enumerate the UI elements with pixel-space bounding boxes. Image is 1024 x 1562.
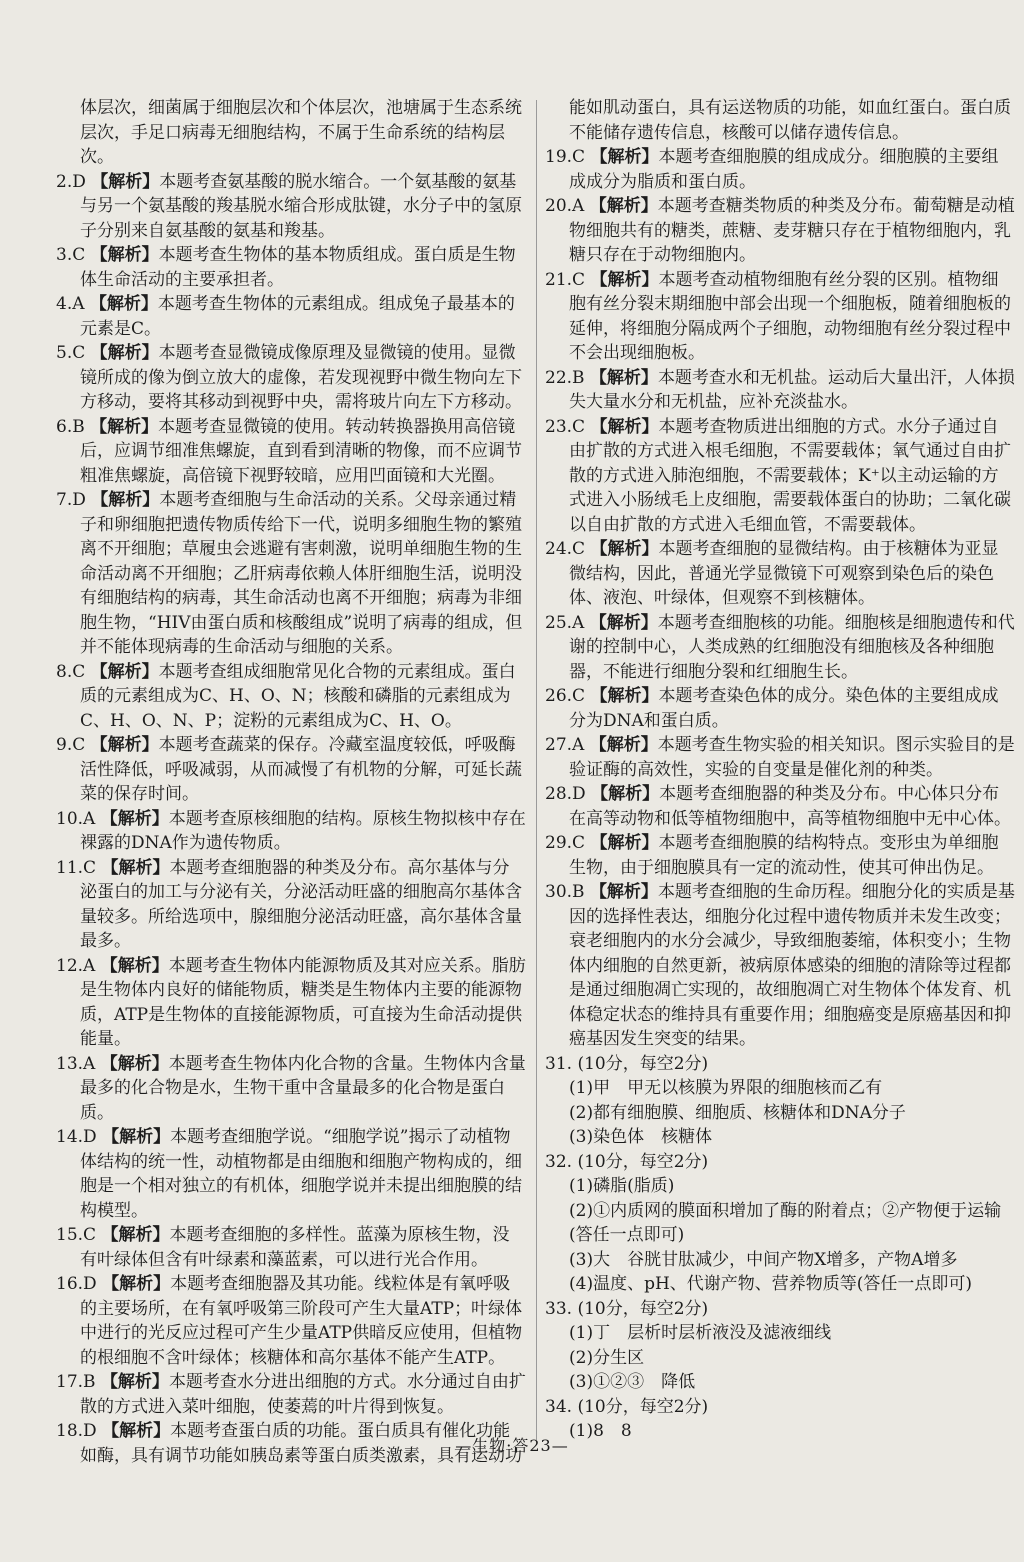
answer-number: 11.C: [56, 857, 97, 878]
answer-number: 30.B: [545, 882, 585, 902]
answer-item: [545, 684, 1015, 733]
answer-subitem: [545, 1199, 1015, 1248]
answer-number: 14.D: [56, 1127, 97, 1147]
answer-text: 本题考查原核细胞的结构。原核生物拟核中存在裸露的DNA作为遗传物质。: [80, 808, 526, 853]
answer-text: (2)都有细胞膜、细胞质、核糖体和DNA分子: [569, 1102, 906, 1123]
answer-number: 21.C: [545, 269, 586, 290]
answer-item: [56, 1272, 526, 1370]
answer-text: 本题考查蔬菜的保存。冷藏室温度较低，呼吸酶活性降低，呼吸减弱，从而减慢了有机物的分解，可延长蔬菜的保存时间。: [80, 735, 522, 804]
answer-number: 17.B: [56, 1372, 96, 1392]
answer-subitem: [545, 1174, 1015, 1199]
answer-number: 10.A: [56, 808, 96, 829]
answer-item: [545, 831, 1015, 880]
analysis-tag: 【解析】: [591, 784, 660, 804]
analysis-tag: 【解析】: [101, 1225, 170, 1245]
answer-text: (1)甲 甲无以核膜为界限的细胞核而乙有: [569, 1078, 883, 1098]
answer-number: 6.B: [56, 416, 85, 437]
right-column: [545, 96, 1015, 1444]
answer-text: 本题考查细胞膜的组成成分。细胞膜的主要组成成分为脂质和蛋白质。: [569, 147, 999, 192]
column-divider: [536, 100, 537, 1440]
answer-item: [56, 1223, 526, 1272]
answer-item: [56, 415, 526, 489]
analysis-tag: 【解析】: [100, 808, 169, 829]
analysis-tag: 【解析】: [90, 245, 159, 265]
answer-number: 24.C: [545, 539, 586, 559]
answer-number: 31.: [545, 1053, 573, 1074]
answer-text: 本题考查染色体的成分。染色体的主要组成成分为DNA和蛋白质。: [569, 686, 999, 731]
answer-text: 本题考查生物实验的相关知识。图示实验目的是验证酶的高效性，实验的自变量是催化剂的种类。: [569, 735, 1015, 780]
answer-item: [545, 537, 1015, 611]
analysis-tag: 【解析】: [100, 1053, 169, 1074]
answer-text: 本题考查组成细胞常见化合物的元素组成。蛋白质的元素组成为C、H、O、N；核酸和磷脂的元素组成为C、H、O、N、P；淀粉的元素组成为C、H、O。: [80, 661, 516, 731]
analysis-tag: 【解析】: [90, 416, 159, 437]
answer-number: 33.: [545, 1298, 573, 1319]
answer-item: [56, 733, 526, 807]
answer-number: 29.C: [545, 833, 586, 853]
answer-item: [56, 1125, 526, 1223]
answer-item: [56, 488, 526, 660]
answer-text: 本题考查细胞的显微结构。由于核糖体为亚显微结构，因此，普通光学显微镜下可观察到染色后的染色体、液泡、叶绿体，但观察不到核糖体。: [569, 539, 999, 608]
analysis-tag: 【解析】: [589, 612, 658, 633]
analysis-tag: 【解析】: [590, 416, 659, 437]
answer-subitem: [545, 1076, 1015, 1101]
answer-number: 27.A: [545, 735, 585, 755]
answer-item: [56, 170, 526, 244]
analysis-tag: 【解析】: [101, 857, 170, 878]
answer-text: 本题考查生物体的基本物质组成。蛋白质是生物体生命活动的主要承担者。: [80, 245, 516, 290]
answer-text: (2)分生区: [569, 1347, 645, 1368]
answer-text: (3)①②③ 降低: [569, 1372, 696, 1392]
analysis-tag: 【解析】: [102, 1421, 171, 1441]
analysis-tag: 【解析】: [590, 147, 659, 167]
answer-number: 3.C: [56, 245, 86, 265]
answer-number: 8.C: [56, 661, 86, 682]
continued-text: [56, 96, 526, 170]
analysis-tag: 【解析】: [590, 269, 659, 290]
answer-item: [545, 611, 1015, 685]
answer-number: 32.: [545, 1151, 573, 1172]
answer-number: 7.D: [56, 490, 86, 510]
answer-text: 本题考查水分进出细胞的方式。水分通过自由扩散的方式进入菜叶细胞，使萎蔫的叶片得到恢复。: [80, 1372, 526, 1417]
page-footer: —生物·答23—: [455, 1436, 569, 1455]
answer-item: [545, 1150, 1015, 1175]
answer-text: 本题考查细胞的多样性。蓝藻为原核生物，没有叶绿体但含有叶绿素和藻蓝素，可以进行光合作用。: [80, 1225, 510, 1270]
answer-text: 本题考查细胞的生命历程。细胞分化的实质是基因的选择性表达，细胞分化过程中遗传物质并未发生改变；衰老细胞内的水分会减少，导致细胞萎缩，体积变小；生物体内细胞的自然更新，被病原体感染的细胞的清除等过程都是通过细胞凋亡实现的，故细胞凋亡对生物体个体发育、机体稳定状态的维持具有重要作用；细胞癌变是原癌基因和抑癌基因发生突变的结果。: [569, 882, 1015, 1049]
answer-text: 能如肌动蛋白，具有运送物质的功能，如血红蛋白。蛋白质不能储存遗传信息，核酸可以储存遗传信息。: [569, 98, 1011, 143]
answer-item: [545, 145, 1015, 194]
analysis-tag: 【解析】: [590, 686, 659, 706]
analysis-tag: 【解析】: [589, 882, 658, 902]
answer-item: [545, 1052, 1015, 1077]
analysis-tag: 【解析】: [589, 735, 658, 755]
answer-text: 本题考查细胞膜的结构特点。变形虫为单细胞生物，由于细胞膜具有一定的流动性，使其可伸出伪足。: [569, 833, 999, 878]
answer-number: 13.A: [56, 1053, 96, 1074]
analysis-tag: 【解析】: [90, 735, 159, 755]
answer-number: 23.C: [545, 416, 586, 437]
analysis-tag: 【解析】: [100, 1372, 169, 1392]
answer-subitem: [545, 1321, 1015, 1346]
analysis-tag: 【解析】: [90, 343, 159, 363]
answer-item: [56, 660, 526, 734]
answer-number: 18.D: [56, 1421, 97, 1441]
answer-text: (4)温度、pH、代谢产物、营养物质等(答任一点即可): [569, 1274, 973, 1294]
analysis-tag: 【解析】: [590, 539, 659, 559]
analysis-tag: 【解析】: [102, 1127, 171, 1147]
answer-text: 本题考查蛋白质的功能。蛋白质具有催化功能如酶，具有调节功能如胰岛素等蛋白质类激素，具有运动功: [80, 1421, 522, 1466]
answer-item: [56, 243, 526, 292]
answer-number: 16.D: [56, 1274, 97, 1294]
answer-number: 12.A: [56, 955, 96, 976]
answer-text: (3)染色体 核糖体: [569, 1127, 713, 1147]
answer-number: 25.A: [545, 612, 585, 633]
answer-text: 本题考查细胞学说。“细胞学说”揭示了动植物体结构的统一性，动植物都是由细胞和细胞产物构成的，细胞是一个相对独立的有机体，细胞学说并未提出细胞膜的结构模型。: [80, 1127, 522, 1221]
answer-item: [56, 341, 526, 415]
answer-text: 本题考查显微镜成像原理及显微镜的使用。显微镜所成的像为倒立放大的虚像，若发现视野中微生物向左下方移动，要将其移动到视野中央，需将玻片向左下方移动。: [80, 343, 522, 412]
answer-text: 体层次，细菌属于细胞层次和个体层次，池塘属于生态系统层次，手足口病毒无细胞结构，不属于生命系统的结构层次。: [80, 98, 522, 167]
answer-text: (3)大 谷胱甘肽减少，中间产物X增多，产物A增多: [569, 1249, 958, 1270]
answer-item: [545, 366, 1015, 415]
answer-text: 本题考查显微镜的使用。转动转换器换用高倍镜后，应调节细准焦螺旋，直到看到清晰的物像，而不应调节粗准焦螺旋，高倍镜下视野较暗，应用凹面镜和大光圈。: [80, 416, 522, 486]
answer-item: [545, 415, 1015, 538]
answer-subitem: [545, 1346, 1015, 1371]
answer-item: [545, 880, 1015, 1052]
answer-text: (1)磷脂(脂质): [569, 1176, 675, 1196]
answer-subitem: [545, 1370, 1015, 1395]
answer-number: 2.D: [56, 171, 86, 192]
analysis-tag: 【解析】: [589, 367, 658, 388]
analysis-tag: 【解析】: [91, 490, 160, 510]
answer-item: [545, 782, 1015, 831]
answer-number: 19.C: [545, 147, 586, 167]
answer-text: 本题考查氨基酸的脱水缩合。一个氨基酸的氨基与另一个氨基酸的羧基脱水缩合形成肽键，水分子中的氢原子分别来自氨基酸的氨基和羧基。: [80, 171, 522, 241]
answer-number: 9.C: [56, 735, 86, 755]
answer-text: 本题考查细胞与生命活动的关系。父母亲通过精子和卵细胞把遗传物质传给下一代，说明多细胞生物的繁殖离不开细胞；草履虫会逃避有害刺激，说明单细胞生物的生命活动离不开细胞；乙肝病毒依赖人体肝细胞生活，说明没有细胞结构的病毒，其生命活动也离不开细胞；病毒为非细胞生物，“HIV由蛋白质和核酸组成”说明了病毒的组成，但并不能体现病毒的生命活动与细胞的关系。: [80, 490, 523, 657]
answer-text: 本题考查细胞器的种类及分布。中心体只分布在高等动物和低等植物细胞中，高等植物细胞中无中心体。: [569, 784, 1011, 829]
answer-text: 本题考查细胞核的功能。细胞核是细胞遗传和代谢的控制中心，人类成熟的红细胞没有细胞核及各种细胞器，不能进行细胞分裂和红细胞生长。: [569, 612, 1015, 682]
answer-text: 本题考查生物体内化合物的含量。生物体内含量最多的化合物是水，生物干重中含量最多的化合物是蛋白质。: [80, 1053, 526, 1123]
answer-text: 本题考查动植物细胞有丝分裂的区别。植物细胞有丝分裂末期细胞中部会出现一个细胞板，随着细胞板的延伸，将细胞分隔成两个子细胞，动物细胞有丝分裂过程中不会出现细胞板。: [569, 269, 1011, 363]
answer-number: 28.D: [545, 784, 586, 804]
answer-subitem: [545, 1101, 1015, 1126]
answer-item: [545, 268, 1015, 366]
answer-text: (10分，每空2分): [577, 1053, 709, 1074]
answer-subitem: [545, 1248, 1015, 1273]
answer-number: 22.B: [545, 367, 585, 388]
analysis-tag: 【解析】: [589, 196, 658, 216]
answer-text: 本题考查生物体内能源物质及其对应关系。脂肪是生物体内良好的储能物质，糖类是生物体内主要的能源物质，ATP是生物体的直接能源物质，可直接为生命活动提供能量。: [80, 955, 526, 1049]
answer-text: (2)①内质网的膜面积增加了酶的附着点；②产物便于运输(答任一点即可): [569, 1200, 1002, 1245]
answer-item: [56, 807, 526, 856]
continued-text: [545, 96, 1015, 145]
answer-text: 本题考查物质进出细胞的方式。水分子通过自由扩散的方式进入根毛细胞，不需要载体；氧气通过自由扩散的方式进入肺泡细胞，不需要载体；K⁺以主动运输的方式进入小肠绒毛上皮细胞，需要载体蛋白的协助；二氧化碳以自由扩散的方式进入毛细血管，不需要载体。: [569, 416, 1011, 535]
answer-item: [545, 1297, 1015, 1322]
answer-number: 5.C: [56, 343, 86, 363]
answer-text: (10分，每空2分): [577, 1298, 709, 1319]
answer-item: [56, 1052, 526, 1126]
answer-number: 34.: [545, 1396, 573, 1417]
answer-number: 15.C: [56, 1225, 97, 1245]
answer-item: [545, 194, 1015, 268]
analysis-tag: 【解析】: [90, 661, 159, 682]
answer-item: [56, 954, 526, 1052]
analysis-tag: 【解析】: [91, 171, 160, 192]
answer-text: (10分，每空2分): [577, 1151, 709, 1172]
answer-text: (10分，每空2分): [577, 1396, 709, 1417]
analysis-tag: 【解析】: [100, 955, 169, 976]
answer-subitem: [545, 1272, 1015, 1297]
answer-item: [56, 292, 526, 341]
answer-text: 本题考查生物体的元素组成。组成兔子最基本的元素是C。: [80, 294, 515, 339]
answer-item: [56, 1370, 526, 1419]
answer-item: [545, 1395, 1015, 1420]
answer-text: 本题考查细胞器及其功能。线粒体是有氧呼吸的主要场所，在有氧呼吸第三阶段可产生大量ATP；叶绿体中进行的光反应过程可产生少量ATP供暗反应使用，但植物的根细胞不含叶绿体；核糖体和高尔基体不能产生ATP。: [80, 1274, 523, 1368]
analysis-tag: 【解析】: [590, 833, 659, 853]
analysis-tag: 【解析】: [89, 294, 158, 314]
answer-text: 本题考查细胞器的种类及分布。高尔基体与分泌蛋白的加工与分泌有关，分泌活动旺盛的细胞高尔基体含量较多。所给选项中，腺细胞分泌活动旺盛，高尔基体含量最多。: [80, 857, 522, 951]
answer-subitem: [545, 1125, 1015, 1150]
answer-item: [545, 733, 1015, 782]
answer-item: [56, 856, 526, 954]
answer-number: 20.A: [545, 196, 585, 216]
answer-text: 本题考查水和无机盐。运动后大量出汗，人体损失大量水分和无机盐，应补充淡盐水。: [569, 367, 1015, 412]
answer-text: (1)丁 层析时层析液没及滤液细线: [569, 1323, 832, 1343]
analysis-tag: 【解析】: [102, 1274, 171, 1294]
left-column: [56, 96, 526, 1468]
answer-number: 4.A: [56, 294, 85, 314]
answer-text: 本题考查糖类物质的种类及分布。葡萄糖是动植物细胞共有的糖类，蔗糖、麦芽糖只存在于植物细胞内，乳糖只存在于动物细胞内。: [569, 196, 1015, 265]
answer-number: 26.C: [545, 686, 586, 706]
answer-text: (1)8 8: [569, 1421, 632, 1441]
